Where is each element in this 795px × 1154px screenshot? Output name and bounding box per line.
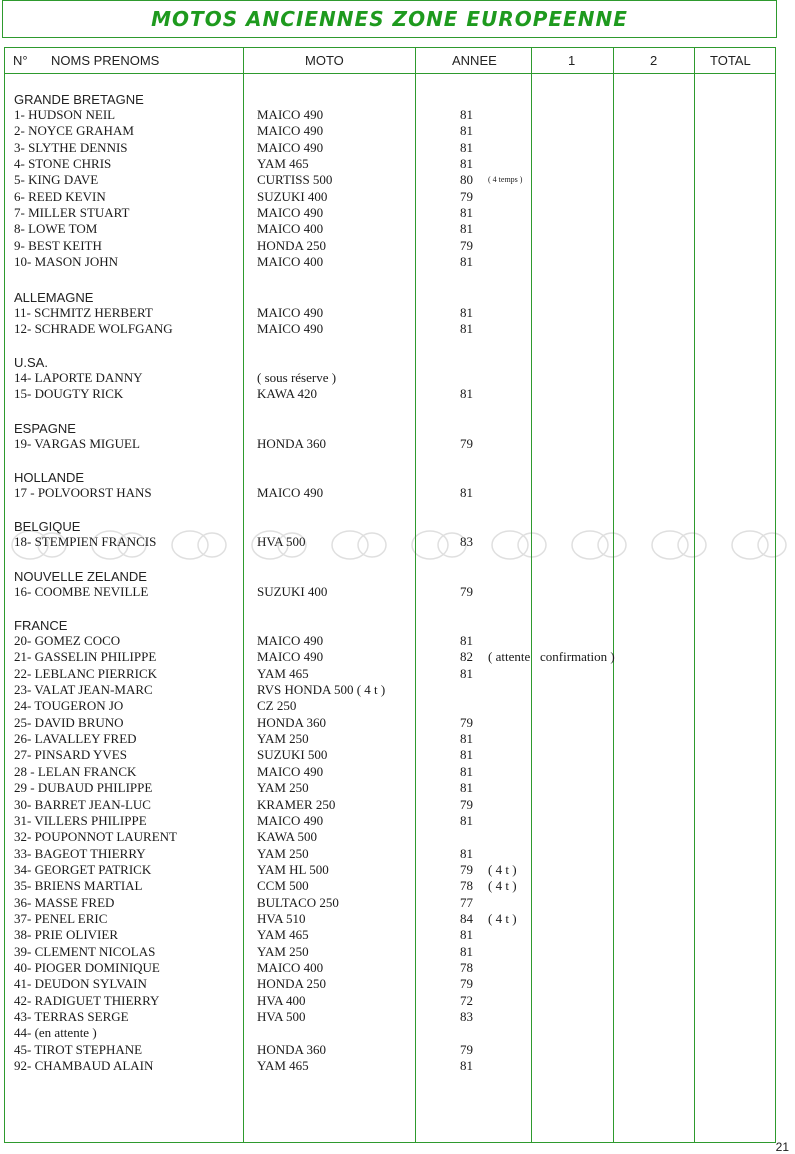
- list-item: [5, 747, 777, 763]
- rider-name: 43- TERRAS SERGE: [14, 1009, 129, 1025]
- rider-name: 38- PRIE OLIVIER: [14, 927, 118, 943]
- rider-name: 5- KING DAVE: [14, 172, 99, 188]
- model-year: 81: [460, 321, 473, 337]
- moto-model: HONDA 250: [257, 976, 326, 992]
- model-year: 83: [460, 534, 473, 549]
- list-item: [5, 534, 777, 550]
- list-item: [5, 436, 777, 452]
- year-note: ( attente: [488, 649, 531, 665]
- list-item: [5, 386, 777, 402]
- list-item: [5, 927, 777, 943]
- rider-name: 23- VALAT JEAN-MARC: [14, 682, 153, 698]
- list-item: [5, 976, 777, 992]
- section-heading: ESPAGNE: [14, 421, 76, 436]
- list-item: [5, 911, 777, 927]
- moto-model: MAICO 490: [257, 205, 324, 221]
- moto-model: MAICO 490: [257, 812, 324, 828]
- model-year: 81: [460, 205, 473, 221]
- section-heading: U.SA.: [14, 355, 48, 370]
- rider-name: 17 - POLVOORST HANS: [14, 485, 152, 500]
- page-number: 21: [775, 1140, 789, 1154]
- list-item: [5, 682, 777, 698]
- year-note: ( 4 t ): [488, 878, 517, 894]
- rider-name: 6- REED KEVIN: [14, 188, 106, 204]
- moto-model: MAICO 400: [257, 960, 324, 975]
- header-moto: MOTO: [305, 53, 344, 68]
- list-item: [5, 895, 777, 911]
- model-year: 79: [460, 796, 473, 812]
- model-year: 79: [460, 976, 473, 992]
- rider-name: 24- TOUGERON JO: [14, 698, 124, 714]
- moto-model: MAICO 490: [257, 633, 324, 648]
- list-item: [5, 221, 777, 237]
- model-year: 78: [460, 878, 473, 894]
- rider-name: 26- LAVALLEY FRED: [14, 731, 137, 747]
- section-heading: GRANDE BRETAGNE: [14, 92, 144, 107]
- list-item: [5, 813, 777, 829]
- moto-model: YAM 465: [257, 665, 309, 681]
- year-note: ( 4 temps ): [488, 175, 523, 185]
- list-item: [5, 1042, 777, 1058]
- model-year: 79: [460, 714, 473, 730]
- header-year: ANNEE: [452, 53, 497, 68]
- list-item: [5, 797, 777, 813]
- rider-name: 19- VARGAS MIGUEL: [14, 436, 140, 451]
- model-year: 82: [460, 649, 473, 665]
- model-year: 72: [460, 992, 473, 1008]
- rider-name: 16- COOMBE NEVILLE: [14, 584, 149, 599]
- model-year: 79: [460, 584, 473, 599]
- list-item: [5, 238, 777, 254]
- list-item: [5, 1009, 777, 1025]
- model-year: 79: [460, 188, 473, 204]
- model-year: 81: [460, 1058, 473, 1074]
- model-year: 81: [460, 305, 473, 320]
- rider-name: 42- RADIGUET THIERRY: [14, 992, 160, 1008]
- list-item: [5, 205, 777, 221]
- rider-name: 8- LOWE TOM: [14, 221, 98, 237]
- moto-model: YAM 250: [257, 731, 309, 747]
- model-year: 81: [460, 254, 473, 270]
- model-year: 84: [460, 910, 473, 926]
- model-year: 81: [460, 156, 473, 172]
- page-title: MOTOS ANCIENNES ZONE EUROPEENNE: [151, 7, 628, 31]
- rider-name: 20- GOMEZ COCO: [14, 633, 121, 648]
- list-item: [5, 1058, 777, 1074]
- moto-model: RVS HONDA 500 ( 4 t ): [257, 682, 386, 698]
- rider-name: 29 - DUBAUD PHILIPPE: [14, 780, 153, 796]
- moto-model: MAICO 490: [257, 649, 324, 665]
- model-year: 79: [460, 1041, 473, 1057]
- list-item: [5, 666, 777, 682]
- model-year: 81: [460, 633, 473, 648]
- model-year: 81: [460, 747, 473, 763]
- moto-model: BULTACO 250: [257, 894, 339, 910]
- rider-name: 15- DOUGTY RICK: [14, 386, 124, 402]
- moto-model: MAICO 490: [257, 305, 324, 320]
- section-heading: ALLEMAGNE: [14, 290, 94, 305]
- moto-model: HONDA 360: [257, 1041, 326, 1057]
- list-item: [5, 1025, 777, 1041]
- moto-model: MAICO 490: [257, 321, 324, 337]
- list-item: [5, 862, 777, 878]
- rider-name: 10- MASON JOHN: [14, 254, 119, 270]
- list-item: [5, 829, 777, 845]
- model-year: 81: [460, 139, 473, 155]
- rider-name: 33- BAGEOT THIERRY: [14, 845, 146, 861]
- header-num: N°: [13, 53, 28, 68]
- moto-model: SUZUKI 400: [257, 188, 328, 204]
- moto-model: MAICO 400: [257, 254, 324, 270]
- header-col2: 2: [650, 53, 658, 68]
- model-year: 81: [460, 485, 473, 500]
- moto-model: YAM HL 500: [257, 861, 329, 877]
- model-year: 79: [460, 436, 473, 451]
- moto-model: MAICO 490: [257, 763, 324, 779]
- table-frame: [4, 47, 776, 1143]
- rider-name: 45- TIROT STEPHANE: [14, 1041, 143, 1057]
- moto-model: HVA 500: [257, 534, 306, 549]
- list-item: [5, 846, 777, 862]
- list-item: [5, 321, 777, 337]
- moto-model: MAICO 490: [257, 485, 324, 500]
- list-item: [5, 123, 777, 139]
- moto-model: YAM 250: [257, 845, 309, 861]
- rider-name: 31- VILLERS PHILIPPE: [14, 812, 147, 828]
- model-year: 81: [460, 221, 473, 237]
- rider-name: 1- HUDSON NEIL: [14, 107, 116, 122]
- moto-model: KAWA 420: [257, 386, 317, 402]
- model-year: 81: [460, 107, 473, 122]
- rider-name: 21- GASSELIN PHILIPPE: [14, 649, 157, 665]
- rider-name: 18- STEMPIEN FRANCIS: [14, 534, 157, 549]
- rider-name: 4- STONE CHRIS: [14, 156, 112, 172]
- model-year: 81: [460, 812, 473, 828]
- moto-model: ( sous réserve ): [257, 370, 337, 385]
- rider-name: 34- GEORGET PATRICK: [14, 861, 152, 877]
- moto-model: YAM 250: [257, 943, 309, 959]
- list-item: [5, 485, 777, 501]
- rider-name: 2- NOYCE GRAHAM: [14, 123, 134, 139]
- section-heading: HOLLANDE: [14, 470, 85, 485]
- section-heading: NOUVELLE ZELANDE: [14, 569, 147, 584]
- list-item: [5, 731, 777, 747]
- rider-name: 30- BARRET JEAN-LUC: [14, 796, 151, 812]
- rider-name: 7- MILLER STUART: [14, 205, 130, 221]
- rider-name: 12- SCHRADE WOLFGANG: [14, 321, 173, 337]
- moto-model: KAWA 500: [257, 829, 317, 845]
- list-item: [5, 698, 777, 714]
- section-heading: FRANCE: [14, 618, 68, 633]
- moto-model: MAICO 490: [257, 139, 324, 155]
- list-item: [5, 944, 777, 960]
- moto-model: HONDA 250: [257, 237, 326, 253]
- moto-model: MAICO 490: [257, 123, 324, 139]
- list-item: [5, 254, 777, 270]
- rider-name: 41- DEUDON SYLVAIN: [14, 976, 147, 992]
- rider-name: 27- PINSARD YVES: [14, 747, 127, 763]
- rider-name: 22- LEBLANC PIERRICK: [14, 665, 157, 681]
- rider-name: 28 - LELAN FRANCK: [14, 763, 137, 779]
- section-heading: BELGIQUE: [14, 519, 81, 534]
- header-total: TOTAL: [710, 53, 751, 68]
- rider-name: 32- POUPONNOT LAURENT: [14, 829, 177, 845]
- moto-model: MAICO 400: [257, 221, 324, 237]
- moto-model: KRAMER 250: [257, 796, 336, 812]
- moto-model: YAM 250: [257, 780, 309, 796]
- model-year: 81: [460, 763, 473, 779]
- model-year: 81: [460, 665, 473, 681]
- model-year: 83: [460, 1009, 473, 1025]
- list-item: [5, 993, 777, 1009]
- moto-model: CURTISS 500: [257, 172, 333, 188]
- list-item: [5, 156, 777, 172]
- model-year: 81: [460, 123, 473, 139]
- rider-name: 25- DAVID BRUNO: [14, 714, 124, 730]
- rider-name: 37- PENEL ERIC: [14, 910, 108, 926]
- list-item: [5, 172, 777, 188]
- moto-model: SUZUKI 400: [257, 584, 328, 599]
- rider-name: 3- SLYTHE DENNIS: [14, 139, 128, 155]
- moto-model: HONDA 360: [257, 436, 326, 451]
- rider-name: 39- CLEMENT NICOLAS: [14, 943, 156, 959]
- list-item: [5, 370, 777, 386]
- year-note: ( 4 t ): [488, 910, 517, 926]
- list-item: [5, 715, 777, 731]
- rider-name: 11- SCHMITZ HERBERT: [14, 305, 153, 320]
- model-year: 81: [460, 845, 473, 861]
- list-item: [5, 960, 777, 976]
- confirmation-note: confirmation ): [540, 649, 615, 665]
- moto-model: CCM 500: [257, 878, 309, 894]
- model-year: 81: [460, 780, 473, 796]
- list-item: [5, 584, 777, 600]
- list-item: [5, 633, 777, 649]
- rider-name: 14- LAPORTE DANNY: [14, 370, 143, 385]
- rider-name: 35- BRIENS MARTIAL: [14, 878, 143, 894]
- model-year: 78: [460, 960, 473, 975]
- list-item: [5, 305, 777, 321]
- model-year: 81: [460, 943, 473, 959]
- rider-name: 9- BEST KEITH: [14, 237, 102, 253]
- list-item: [5, 780, 777, 796]
- list-item: [5, 140, 777, 156]
- year-note: ( 4 t ): [488, 861, 517, 877]
- header-rule: [5, 73, 775, 74]
- model-year: 77: [460, 894, 473, 910]
- moto-model: YAM 465: [257, 1058, 309, 1074]
- moto-model: HONDA 360: [257, 714, 326, 730]
- moto-model: HVA 400: [257, 992, 306, 1008]
- rider-name: 36- MASSE FRED: [14, 894, 115, 910]
- list-item: [5, 107, 777, 123]
- list-item: [5, 649, 777, 665]
- moto-model: SUZUKI 500: [257, 747, 328, 763]
- rider-name: 40- PIOGER DOMINIQUE: [14, 960, 160, 975]
- header-names: NOMS PRENOMS: [51, 53, 160, 68]
- model-year: 79: [460, 237, 473, 253]
- model-year: 81: [460, 927, 473, 943]
- list-item: [5, 764, 777, 780]
- rider-name: 92- CHAMBAUD ALAIN: [14, 1058, 154, 1074]
- moto-model: CZ 250: [257, 698, 297, 714]
- rider-name: 44- (en attente ): [14, 1025, 97, 1041]
- model-year: 79: [460, 861, 473, 877]
- list-item: [5, 189, 777, 205]
- moto-model: HVA 500: [257, 1009, 306, 1025]
- model-year: 81: [460, 386, 473, 402]
- header-col1: 1: [568, 53, 576, 68]
- model-year: 81: [460, 731, 473, 747]
- moto-model: HVA 510: [257, 910, 306, 926]
- list-item: [5, 878, 777, 894]
- title-box: [2, 0, 777, 38]
- moto-model: MAICO 490: [257, 107, 324, 122]
- model-year: 80: [460, 172, 473, 188]
- moto-model: YAM 465: [257, 156, 309, 172]
- moto-model: YAM 465: [257, 927, 309, 943]
